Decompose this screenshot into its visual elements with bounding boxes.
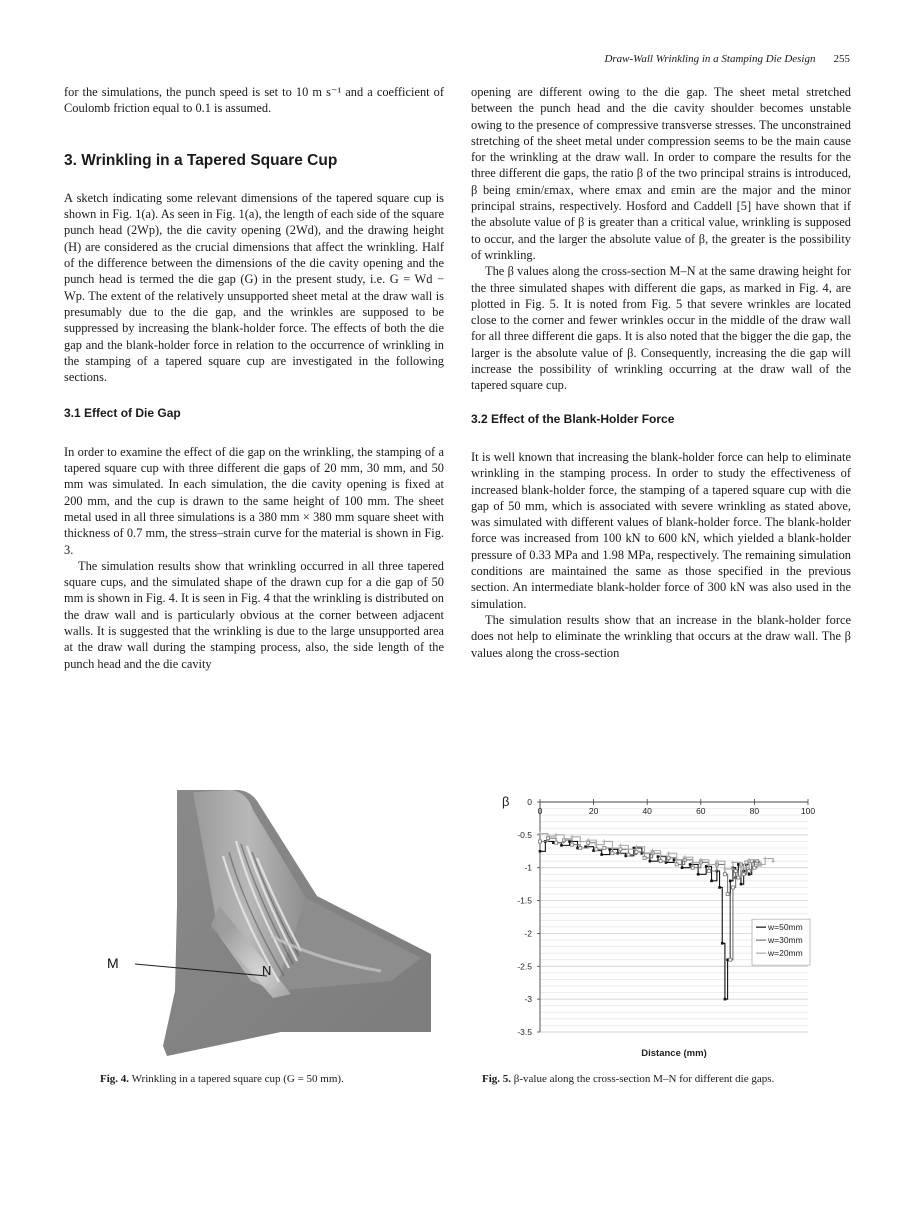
chart-point [635,850,638,853]
chart-y-tick-label: -2.5 [517,961,532,972]
figure-4-label-n: N [262,963,272,978]
chart-point [737,876,740,879]
chart-point [718,886,721,889]
chart-point [611,852,614,855]
figure-4-label-m: M [107,955,119,971]
right-paragraph-3: It is well known that increasing the blank-holder force can help to eliminate wrinkling in the stamping process. In order to study the effectiveness of increased blank-holder force, the stamping of a tapered square cup with die gap of 50 mm, which is associated with severe wrinkling as stated above, was simulated with different values of blank-holder force. The blank-holder force was increased from 100 kN to 600 kN, which yielded a blank-holder pressure of 0.33 MPa and 1.98 MPa, respectively. The remaining simulation conditions are maintained the same as those specified in the previous section. An intermediate blank-holder force of 300 kN was also used in the simulation. [471,449,851,611]
chart-point [578,839,582,843]
chart-x-tick-label: 60 [696,806,706,816]
chart-point [539,850,542,853]
chart-x-axis-label: Distance (mm) [641,1048,707,1059]
chart-y-tick-label: -3 [524,994,532,1005]
figure-5-caption [482,1073,774,1085]
chart-point [763,857,767,861]
figure-4-image [101,786,437,1056]
chart-point [643,856,646,859]
chart-y-axis-label: β [502,794,510,809]
chart-point [618,843,622,847]
chart-point [721,942,724,945]
chart-point [742,873,745,876]
running-title: Draw-Wall Wrinkling in a Stamping Die Design [604,53,816,65]
chart-point [649,860,652,863]
chart-point [555,841,558,844]
chart-x-tick-label: 20 [588,806,599,816]
chart-point [705,865,708,868]
chart-point [729,880,732,883]
chart-y-tick-label: 0 [527,797,532,807]
section-paragraph: A sketch indicating some relevant dimensions of the tapered square cup is shown in Fig. 1(a). As seen in Fig. 1(a), the length of each side of the square punch head (2Wp), the die cavity opening (2Wd), and the drawing height (H) are considered as the crucial dimensions that affect the wrinkling. Half of the difference between the dimensions of the die cavity opening and the punch head is termed the die gap (G) in the present study, i.e. G = Wd − Wp. The extent of the relatively unsupported sheet metal at the draw wall is presumably due to the die gap, and the wrinkles are supposed to be suppressed by increasing the blank-holder force. The effects of both the die gap and the blank-holder force in relation to the occurrence of wrinkling in the stamping of a tapered square cup are investigated in the following sections. [64,190,444,385]
chart-point [627,853,630,856]
right-column [471,84,851,661]
chart-point [602,839,606,843]
chart-point [729,958,732,961]
chart-x-tick-label: 100 [800,806,816,816]
running-head [604,53,850,65]
chart-point [745,861,748,864]
right-paragraph-2: The β values along the cross-section M–N at the same drawing height for the three simulated shapes with different die gaps, as marked in Fig. 4, are plotted in Fig. 5. It is noted from Fig. 5 that severe wrinkles are located close to the corner and fewer wrinkles occur in the middle of the draw wall for all three different die gaps. It is also noted that the bigger the die gap, the larger is the absolute value of β. Consequently, increasing the die gap will increase the possibility of wrinkling occurring at the draw wall of the tapered square cup. [471,264,851,393]
chart-point [675,863,678,866]
chart-x-tick-label: 40 [642,806,652,816]
figure-4-caption-text: Wrinkling in a tapered square cup (G = 50 mm). [129,1073,344,1085]
chart-point [710,880,713,883]
chart-point [691,866,694,869]
chart-y-tick-label: -2 [524,928,532,939]
chart-point [595,848,598,851]
chart-y-tick-label: -1 [524,862,532,873]
right-paragraph-1: opening are different owing to the die gap. The sheet metal stretched between the punch head and the die cavity shoulder becomes unstable owing to the presence of compressive transverse stresses. The unconstrained stretching of the sheet metal under compression seems to be the main cause for the wrinkling at the draw wall. In order to compare the results for the three different die gaps, the ratio β of the two principal strains is introduced, β being εmin/εmax, where εmax and εmin are the major and the minor principal strains, respectively. Hosford and Caddell [5] have shown that if the absolute value of β is greater than a critical value, wrinkling is supposed to occur, and the larger the absolute value of β, the greater is the possibility of wrinkling. [471,85,851,262]
chart-legend-label: w=30mm [768,935,803,946]
subsection-heading-die-gap: 3.1 Effect of Die Gap [64,406,181,421]
chart-point [659,860,662,863]
chart-x-tick-label: 0 [537,806,543,816]
figure-4 [101,786,437,1056]
chart-point [539,840,542,843]
left-column [64,84,444,672]
chart-point [600,853,603,856]
chart-point [689,863,692,866]
chart-x-tick-label: 80 [749,806,760,816]
chart-legend-label: w=50mm [768,922,803,933]
chart-point [603,847,606,850]
beta-chart-svg [472,788,830,1066]
die-gap-paragraph-1: In order to examine the effect of die gap on the wrinkling, the stamping of a tapered square cup with three different die gaps of 20 mm, 30 mm, and 50 mm was simulated. In each simulation, the die cavity opening is fixed at 200 mm, and the cup is drawn to the same height of 100 mm. The sheet metal used in all three simulations is a 380 mm × 380 mm square sheet with thickness of 0.7 mm, the stress–strain curve for the material is shown in Fig. 3. [64,444,444,557]
chart-y-tick-label: -0.5 [517,829,532,840]
chart-point [740,883,743,886]
page-number: 255 [833,53,850,65]
chart-point [667,856,670,859]
chart-point [594,843,598,847]
figure-5-caption-text: β-value along the cross-section M–N for different die gaps. [511,1073,775,1085]
chart-point [570,835,574,839]
subsection-heading-blank-holder: 3.2 Effect of the Blank-Holder Force [471,411,675,426]
chart-point [748,873,751,876]
chart-point [724,998,727,1001]
chart-point [681,866,684,869]
chart-point [560,844,563,847]
chart-point [723,873,726,876]
chart-legend-label: w=20mm [768,948,803,959]
chart-point [726,893,729,896]
chart-y-tick-label: -1.5 [517,895,532,906]
intro-paragraph: for the simulations, the punch speed is set to 10 m s⁻¹ and a coefficient of Coulomb friction equal to 0.1 is assumed. [64,85,444,116]
chart-point [707,870,710,873]
chart-point [579,847,582,850]
chart-point [734,870,737,873]
section-heading: 3. Wrinkling in a Tapered Square Cup [64,151,338,169]
chart-point [571,843,574,846]
die-gap-paragraph-2: The simulation results show that wrinkling occurred in all three tapered square cups, and the simulated shape of the drawn cup for a die gap of 50 mm is shown in Fig. 4. It is seen in Fig. 4 that the wrinkling is distributed on the draw wall and is particularly obvious at the corner between adjacent walls. It is suggested that the wrinkling is due to the large unsupported area at the draw wall during the stamping process, also, the side length of the punch head and the die cavity [64,558,444,671]
chart-point [731,886,734,889]
figure-5-chart [472,788,830,1066]
chart-y-tick-label: -3.5 [517,1027,532,1037]
chart-point [771,859,775,863]
figure-5-caption-label: Fig. 5. [482,1073,512,1085]
chart-point [748,870,751,873]
figure-4-caption [100,1073,344,1085]
right-paragraph-4: The simulation results show that an increase in the blank-holder force does not help to eliminate the wrinkling that occurs at the draw wall. The β values along the cross-section [471,612,851,660]
chart-point [697,873,700,876]
figure-4-caption-label: Fig. 4. [100,1073,130,1085]
chart-point [753,866,756,869]
